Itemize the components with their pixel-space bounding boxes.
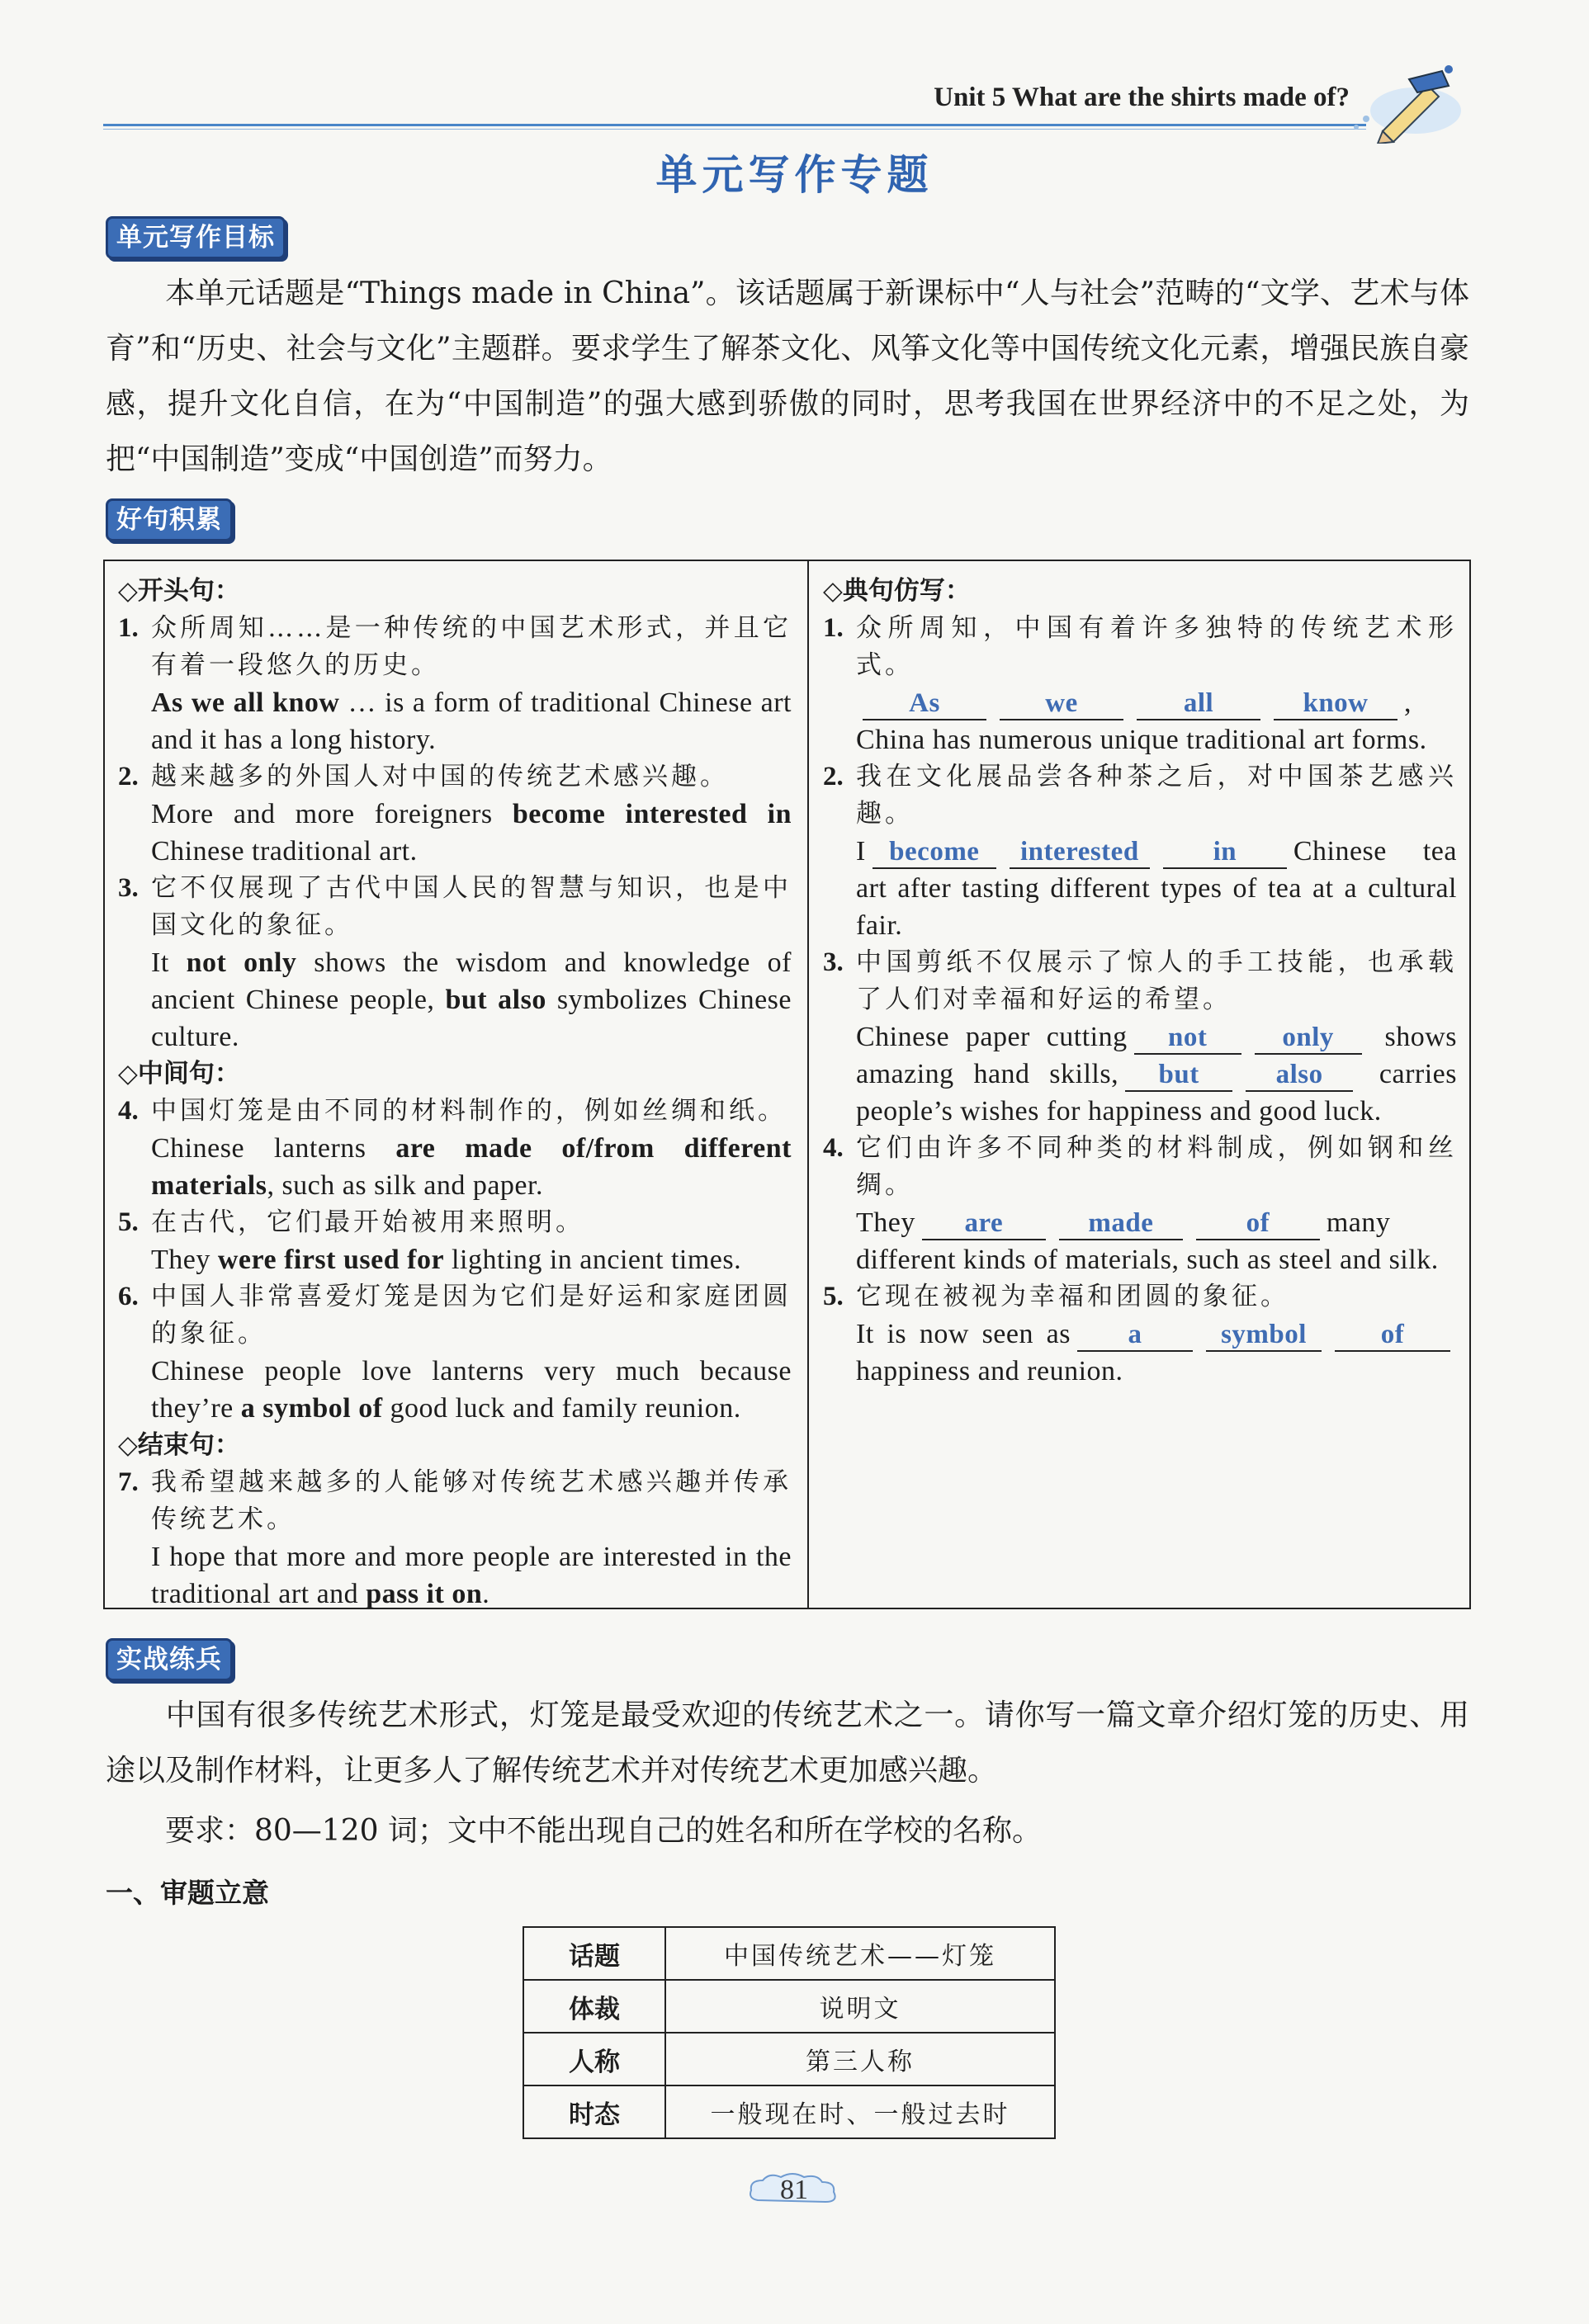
key-phrase: pass it on (366, 1579, 483, 1609)
key-phrase: become interested in (512, 799, 792, 829)
answer-blank[interactable]: a (1077, 1319, 1193, 1352)
imitation-item-2 (823, 758, 1457, 944)
answer-blank[interactable]: we (1000, 687, 1123, 720)
key-phrase: are made of/from different materials (151, 1133, 792, 1201)
row-value: 一般现在时、一般过去时 (665, 2085, 1055, 2138)
english-text: carries people’s wishes for happiness and good luck. (856, 1059, 1458, 1127)
item-chinese: 众所周知……是一种传统的中国艺术形式，并且它有着一段悠久的历史。 (151, 613, 792, 680)
item-chinese: 它不仅展现了古代中国人民的智慧与知识，也是中国文化的象征。 (151, 873, 792, 940)
item-chinese: 众所周知，中国有着许多独特的传统艺术形式。 (856, 613, 1457, 680)
english-text: It is now seen as (856, 1319, 1071, 1349)
column-divider (807, 561, 809, 1608)
item-number: 3. (118, 873, 139, 903)
section-tag-writing-goal: 单元写作目标 (106, 216, 286, 259)
answer-blank[interactable]: only (1255, 1022, 1362, 1055)
item-number: 2. (823, 762, 844, 791)
english-text: They (856, 1207, 915, 1238)
english-text: More and more foreigners (151, 799, 513, 829)
row-key: 时态 (523, 2085, 665, 2138)
answer-blank[interactable]: but (1125, 1059, 1232, 1092)
imitation-item-1 (823, 610, 1457, 758)
page-number-text: 81 (780, 2175, 808, 2205)
answer-blank[interactable]: also (1246, 1059, 1353, 1092)
answer-blank[interactable]: in (1163, 836, 1287, 869)
pencil-cap-icon (1350, 61, 1465, 144)
answer-blank[interactable]: symbol (1206, 1319, 1322, 1352)
imitation-item-3 (823, 944, 1457, 1130)
table-row (523, 2033, 1055, 2085)
english-text: It (151, 947, 187, 978)
english-text: Chinese (1293, 836, 1387, 867)
item-english (151, 944, 792, 1056)
answer-blank[interactable]: all (1137, 687, 1260, 720)
row-value: 说明文 (665, 1980, 1055, 2033)
sentence-item-1 (118, 610, 792, 758)
sentence-table (103, 560, 1471, 1609)
english-text: tea art after tasting different types of tea at a cultural fair. (856, 836, 1457, 941)
opening-heading: ◇开头句： (118, 576, 240, 606)
answer-blank[interactable]: As (863, 687, 986, 720)
item-chinese: 中国剪纸不仅展示了惊人的手工技能，也承载了人们对幸福和好运的希望。 (856, 947, 1457, 1014)
section-tag-good-sentences: 好句积累 (106, 498, 233, 541)
right-column (823, 573, 1457, 1390)
english-text: lighting in ancient times. (444, 1245, 742, 1275)
english-text: Chinese lanterns (151, 1133, 396, 1164)
requirement-paragraph (106, 1803, 1469, 1859)
item-english (151, 684, 792, 758)
item-chinese: 它们由许多不同种类的材料制成，例如钢和丝绸。 (856, 1133, 1457, 1200)
sentence-item-5 (118, 1204, 792, 1278)
english-text: China has numerous unique traditional art forms. (856, 725, 1427, 755)
item-english: As we all know , China has numerous unique traditional art forms. (856, 687, 1427, 755)
analysis-heading: 一、审题立意 (106, 1877, 269, 1909)
item-chinese: 我在文化展品尝各种茶之后，对中国茶艺感兴趣。 (856, 762, 1457, 829)
item-english (856, 1018, 1457, 1130)
item-number: 6. (118, 1282, 139, 1311)
english-text: , such as silk and paper. (267, 1170, 543, 1201)
row-key: 人称 (523, 2033, 665, 2085)
sentence-item-3 (118, 870, 792, 1056)
ending-heading: ◇结束句： (118, 1430, 240, 1460)
answer-blank[interactable]: become (873, 836, 996, 869)
requirement-text: 要求：80—120 词；文中不能出现自己的姓名和所在学校的名称。 (165, 1814, 1042, 1848)
item-number: 1. (118, 613, 139, 643)
running-header (103, 76, 1482, 129)
practice-text: 中国有很多传统艺术形式，灯笼是最受欢迎的传统艺术之一。请你写一篇文章介绍灯笼的历史、用途以及制作材料，让更多人了解传统艺术并对传统艺术更加感兴趣。 (106, 1698, 1469, 1788)
table-row (523, 2085, 1055, 2138)
row-value: 第三人称 (665, 2033, 1055, 2085)
item-number: 3. (823, 947, 844, 977)
imitation-item-5 (823, 1278, 1457, 1390)
row-key: 话题 (523, 1927, 665, 1980)
english-text: … is a form of traditional Chinese art and it has a long history. (151, 687, 792, 755)
item-number: 5. (118, 1207, 139, 1237)
item-english (856, 833, 1457, 944)
goal-text: 本单元话题是“Things made in China”。该话题属于新课标中“人与社会”范畴的“文学、艺术与体育”和“历史、社会与文化”主题群。要求学生了解茶文化、风筝文化等中国传统文化元素，增强民族自豪感，提升文化自信，在为“中国制造”的强大感到骄傲的同时，思考我国在世界经济中的不足之处，为把“中国制造”变成“中国创造”而努力。 (106, 276, 1469, 476)
sentence-item-7 (118, 1464, 792, 1613)
english-text: Chinese paper cutting (856, 1022, 1128, 1052)
item-chinese: 它现在被视为幸福和团圆的象征。 (856, 1282, 1289, 1311)
sentence-item-2 (118, 758, 792, 870)
english-text: good luck and family reunion. (382, 1393, 741, 1424)
english-text: Chinese traditional art. (151, 836, 418, 867)
imitation-item-4 (823, 1130, 1457, 1278)
english-text: Chinese people love lanterns very much because they’re (151, 1356, 792, 1424)
english-text: . (482, 1579, 490, 1609)
item-english (151, 796, 792, 870)
english-text: symbolizes Chinese culture. (151, 985, 792, 1052)
key-phrase: but also (445, 985, 546, 1015)
left-column (118, 573, 792, 1613)
english-text: happiness and reunion. (856, 1356, 1123, 1386)
english-text: different kinds of materials, such as steel and silk. (856, 1245, 1439, 1275)
english-text: shows the wisdom and knowledge of ancient Chinese people, (151, 947, 792, 1015)
item-number: 5. (823, 1282, 844, 1311)
practice-paragraph (106, 1688, 1469, 1798)
item-number: 2. (118, 762, 139, 791)
middle-heading: ◇中间句： (118, 1059, 240, 1089)
answer-blank[interactable]: of (1196, 1207, 1320, 1240)
key-phrase: were first used for (217, 1245, 445, 1275)
answer-blank[interactable]: are (922, 1207, 1046, 1240)
key-phrase: a symbol of (240, 1393, 383, 1424)
answer-blank[interactable]: of (1335, 1319, 1450, 1352)
item-chinese: 越来越多的外国人对中国的传统艺术感兴趣。 (151, 762, 729, 791)
english-text: shows amazing hand skills, (856, 1022, 1457, 1089)
key-phrase: not only (186, 947, 297, 978)
goal-paragraph (106, 266, 1469, 487)
header-rule (103, 124, 1366, 126)
row-key: 体裁 (523, 1980, 665, 2033)
answer-blank[interactable]: know (1274, 687, 1397, 720)
sentence-item-4 (118, 1093, 792, 1204)
answer-blank[interactable]: interested (1010, 836, 1150, 869)
item-chinese: 中国灯笼是由不同的材料制作的，例如丝绸和纸。 (151, 1096, 787, 1126)
item-number: 4. (118, 1096, 139, 1126)
section-tag-practice: 实战练兵 (106, 1638, 233, 1681)
item-english (151, 1353, 792, 1427)
item-number: 7. (118, 1467, 139, 1497)
unit-title: Unit 5 What are the shirts made of? (934, 83, 1350, 112)
item-chinese: 我希望越来越多的人能够对传统艺术感兴趣并传承传统艺术。 (151, 1467, 792, 1534)
key-phrase: As we all know (151, 687, 340, 718)
item-english (856, 1316, 1457, 1390)
item-chinese: 在古代，它们最开始被用来照明。 (151, 1207, 584, 1237)
analysis-table (523, 1926, 1056, 2139)
table-row (523, 1927, 1055, 1980)
item-chinese: 中国人非常喜爱灯笼是因为它们是好运和家庭团圆的象征。 (151, 1282, 792, 1349)
english-text: I (856, 836, 866, 867)
item-english (151, 1241, 792, 1278)
row-value: 中国传统艺术——灯笼 (665, 1927, 1055, 1980)
english-text: I hope that more and more people are interested in the traditional art and (151, 1542, 792, 1609)
item-number: 4. (823, 1133, 844, 1163)
answer-blank[interactable]: made (1059, 1207, 1183, 1240)
page-title: 单元写作专题 (655, 151, 934, 199)
imitation-heading: ◇典句仿写： (823, 576, 971, 606)
page-number (753, 2169, 835, 2212)
item-number: 1. (823, 613, 844, 643)
english-text: many (1326, 1207, 1391, 1238)
table-row (523, 1980, 1055, 2033)
header-rule-thin (103, 129, 1366, 130)
item-english (151, 1130, 792, 1204)
sentence-item-6 (118, 1278, 792, 1427)
item-english (151, 1538, 792, 1613)
answer-blank[interactable]: not (1134, 1022, 1241, 1055)
english-text: They (151, 1245, 218, 1275)
item-english (856, 1204, 1457, 1278)
